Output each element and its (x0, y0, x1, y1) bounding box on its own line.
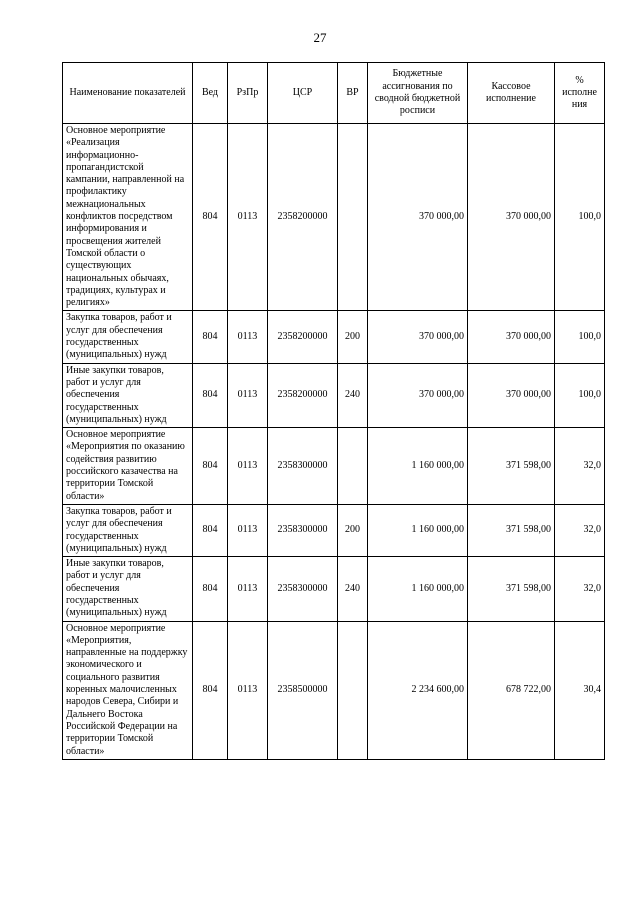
row-name: Основное мероприятие «Мероприятия, направленные на поддержку экономического и социального развития коренных малочисленных народов Севера, Сибири и Дальнего Востока Российской Федерации на территории Томской области» (63, 621, 193, 759)
budget-execution-table (62, 62, 605, 760)
table-row (63, 557, 605, 621)
row-name: Закупка товаров, работ и услуг для обеспечения государственных (муниципальных) нужд (63, 311, 193, 363)
table-header-row (63, 63, 605, 124)
row-rzpr: 0113 (228, 557, 268, 621)
row-rzpr: 0113 (228, 363, 268, 427)
row-percent: 100,0 (555, 124, 605, 311)
row-percent: 100,0 (555, 363, 605, 427)
row-csr: 2358200000 (268, 363, 338, 427)
row-cash: 370 000,00 (468, 311, 555, 363)
row-percent: 32,0 (555, 557, 605, 621)
row-ved: 804 (193, 428, 228, 505)
row-ved: 804 (193, 124, 228, 311)
table-row (63, 124, 605, 311)
row-cash: 370 000,00 (468, 363, 555, 427)
header-csr: ЦСР (268, 63, 338, 124)
header-name: Наименование показателей (63, 63, 193, 124)
header-ved: Вед (193, 63, 228, 124)
row-percent: 30,4 (555, 621, 605, 759)
row-name: Иные закупки товаров, работ и услуг для обеспечения государственных (муниципальных) нужд (63, 557, 193, 621)
row-vr (338, 124, 368, 311)
header-cash: Кассовое исполнение (468, 63, 555, 124)
row-ved: 804 (193, 311, 228, 363)
row-ved: 804 (193, 557, 228, 621)
table-row (63, 311, 605, 363)
row-vr (338, 428, 368, 505)
row-ved: 804 (193, 363, 228, 427)
row-csr: 2358200000 (268, 124, 338, 311)
row-vr: 200 (338, 311, 368, 363)
row-vr: 240 (338, 363, 368, 427)
row-budget: 1 160 000,00 (368, 504, 468, 556)
row-csr: 2358500000 (268, 621, 338, 759)
row-rzpr: 0113 (228, 428, 268, 505)
row-rzpr: 0113 (228, 124, 268, 311)
row-percent: 100,0 (555, 311, 605, 363)
row-csr: 2358300000 (268, 557, 338, 621)
row-csr: 2358300000 (268, 428, 338, 505)
row-budget: 370 000,00 (368, 124, 468, 311)
row-vr: 240 (338, 557, 368, 621)
row-budget: 2 234 600,00 (368, 621, 468, 759)
row-rzpr: 0113 (228, 504, 268, 556)
row-cash: 678 722,00 (468, 621, 555, 759)
table-row (63, 363, 605, 427)
row-percent: 32,0 (555, 504, 605, 556)
row-name: Основное мероприятие «Мероприятия по оказанию содействия развитию российского казачества на территории Томской области» (63, 428, 193, 505)
header-vr: ВР (338, 63, 368, 124)
row-csr: 2358200000 (268, 311, 338, 363)
page-number: 27 (313, 30, 327, 45)
header-rzpr: РзПр (228, 63, 268, 124)
row-name: Закупка товаров, работ и услуг для обеспечения государственных (муниципальных) нужд (63, 504, 193, 556)
row-rzpr: 0113 (228, 311, 268, 363)
header-percent: % исполне ния (555, 63, 605, 124)
row-name: Иные закупки товаров, работ и услуг для обеспечения государственных (муниципальных) нужд (63, 363, 193, 427)
row-rzpr: 0113 (228, 621, 268, 759)
row-budget: 370 000,00 (368, 311, 468, 363)
row-vr (338, 621, 368, 759)
row-vr: 200 (338, 504, 368, 556)
table-row (63, 621, 605, 759)
row-csr: 2358300000 (268, 504, 338, 556)
row-budget: 1 160 000,00 (368, 428, 468, 505)
row-budget: 370 000,00 (368, 363, 468, 427)
row-budget: 1 160 000,00 (368, 557, 468, 621)
row-ved: 804 (193, 621, 228, 759)
row-percent: 32,0 (555, 428, 605, 505)
row-cash: 371 598,00 (468, 557, 555, 621)
table-row (63, 428, 605, 505)
row-ved: 804 (193, 504, 228, 556)
table-row (63, 504, 605, 556)
header-budget: Бюджетные ассигнования по сводной бюджетной росписи (368, 63, 468, 124)
row-name: Основное мероприятие «Реализация информационно-пропагандистской кампании, направленной на профилактику межнациональных конфликтов посредством информирования и просвещения жителей Томской области о существующих национальных обычаях, традициях, культурах и религиях» (63, 124, 193, 311)
row-cash: 371 598,00 (468, 428, 555, 505)
row-cash: 371 598,00 (468, 504, 555, 556)
row-cash: 370 000,00 (468, 124, 555, 311)
